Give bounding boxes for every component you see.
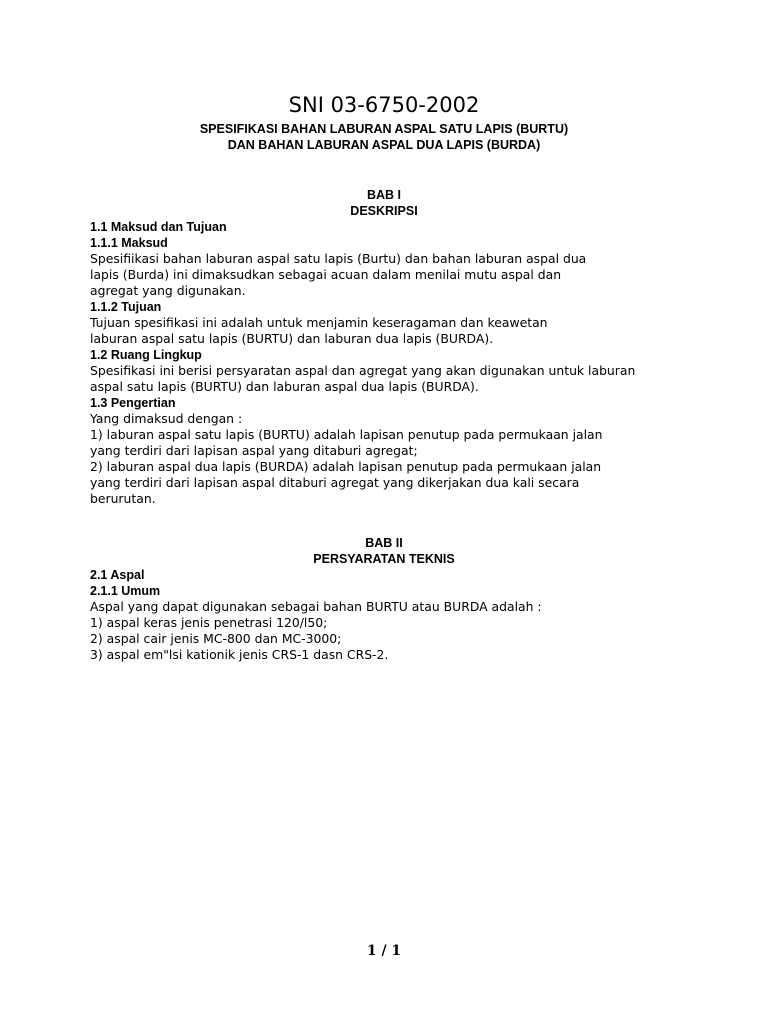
paragraph-line: berurutan. — [90, 491, 156, 506]
document-subtitle — [0, 121, 768, 153]
subtitle-line: SPESIFIKASI BAHAN LABURAN ASPAL SATU LAPIS (BURTU) — [199, 122, 569, 136]
section-heading: 2.1 Aspal — [90, 568, 145, 582]
chapter-heading-1 — [0, 187, 768, 219]
section-heading: 1.1 Maksud dan Tujuan — [90, 220, 227, 234]
paragraph-line: laburan aspal satu lapis (BURTU) dan laburan dua lapis (BURDA). — [90, 331, 494, 346]
paragraph-line: agregat yang digunakan. — [90, 283, 246, 298]
paragraph-line: Spesifikasi ini berisi persyaratan aspal dan agregat yang akan digunakan untuk laburan — [90, 363, 636, 378]
paragraph-line: lapis (Burda) ini dimaksudkan sebagai acuan dalam menilai mutu aspal dan — [90, 267, 562, 282]
chapter-2-body — [90, 567, 690, 663]
subsection-heading: 2.1.1 Umum — [90, 584, 161, 598]
paragraph-line: aspal satu lapis (BURTU) dan laburan aspal dua lapis (BURDA). — [90, 379, 479, 394]
paragraph-line: Yang dimaksud dengan : — [90, 411, 243, 426]
subsection-heading: 1.1.1 Maksud — [90, 236, 168, 250]
paragraph-line: Spesifiikasi bahan laburan aspal satu lapis (Burtu) dan bahan laburan aspal dua — [90, 251, 587, 266]
chapter-name: DESKRIPSI — [350, 204, 418, 218]
subsection-heading: 1.1.2 Tujuan — [90, 300, 162, 314]
paragraph-line: 1) laburan aspal satu lapis (BURTU) adalah lapisan penutup pada permukaan jalan — [90, 427, 603, 442]
paragraph-line: 1) aspal keras jenis penetrasi 120/l50; — [90, 615, 328, 630]
chapter-heading-2 — [0, 535, 768, 567]
subtitle-line: DAN BAHAN LABURAN ASPAL DUA LAPIS (BURDA) — [227, 138, 541, 152]
paragraph-line: 2) laburan aspal dua lapis (BURDA) adalah lapisan penutup pada permukaan jalan — [90, 459, 602, 474]
chapter-1-body — [90, 219, 690, 507]
document-title: SNI 03-6750-2002 — [288, 93, 480, 117]
paragraph-line: 2) aspal cair jenis MC-800 dan MC-3000; — [90, 631, 342, 646]
paragraph-line: Aspal yang dapat digunakan sebagai bahan BURTU atau BURDA adalah : — [90, 599, 542, 614]
paragraph-line: Tujuan spesifikasi ini adalah untuk menjamin keseragaman dan keawetan — [90, 315, 548, 330]
page-number: 1 / 1 — [366, 943, 402, 959]
chapter-number: BAB II — [365, 536, 403, 550]
paragraph-line: yang terdiri dari lapisan aspal ditaburi agregat yang dikerjakan dua kali secara — [90, 475, 580, 490]
section-heading: 1.3 Pengertian — [90, 396, 176, 410]
section-heading: 1.2 Ruang Lingkup — [90, 348, 202, 362]
paragraph-line: yang terdiri dari lapisan aspal yang ditaburi agregat; — [90, 443, 418, 458]
paragraph-line: 3) aspal em"lsi kationik jenis CRS-1 dasn CRS-2. — [90, 647, 389, 662]
chapter-name: PERSYARATAN TEKNIS — [313, 552, 455, 566]
chapter-number: BAB I — [366, 188, 402, 202]
